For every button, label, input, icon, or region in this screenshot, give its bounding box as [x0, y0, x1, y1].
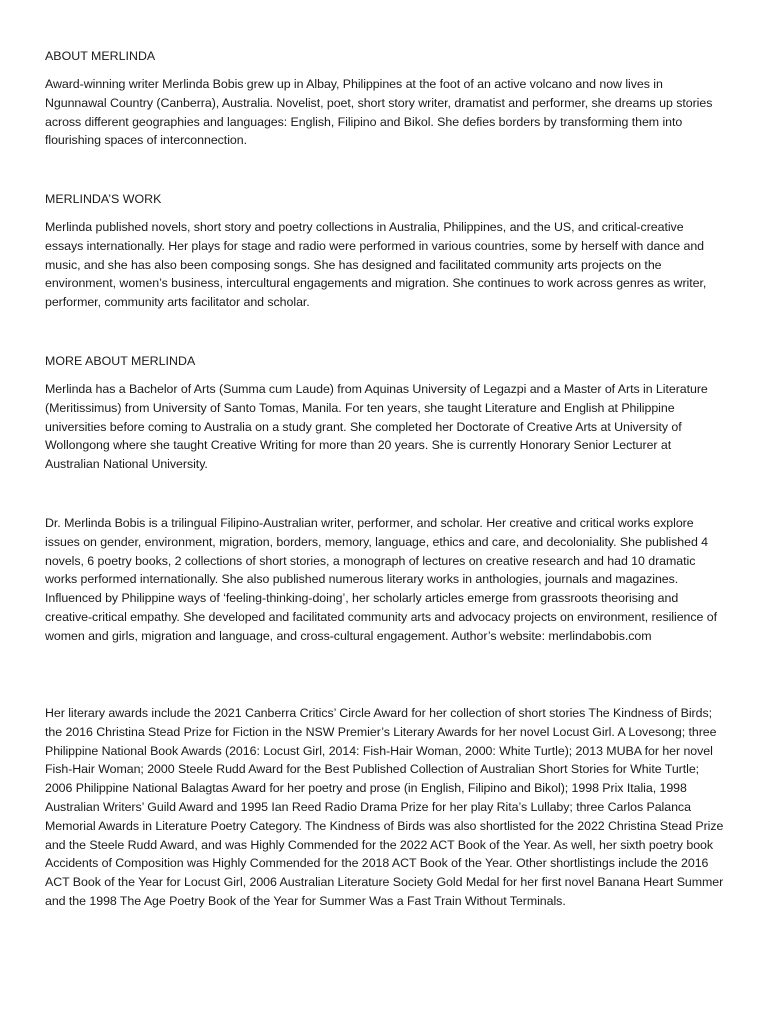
paragraph-work: Merlinda published novels, short story and poetry collections in Australia, Philippines, and the US, and critical-creative essays internationally. Her plays for stage and radio were performed in various countries, some by herself with dance and music, and she has also been composing songs. She has designed and facilitated community arts projects on the environment, women’s business, intercultural engagements and migration. She continues to work across genres as writer, performer, community arts facilitator and scholar.: [45, 220, 707, 310]
paragraph-bio: Dr. Merlinda Bobis is a trilingual Filipino-Australian writer, performer, and scholar. Her creative and critical works explore issues on gender, environment, migration, borders, memory, language, ethics and care, and decoloniality. She published 4 novels, 6 poetry books, 2 collections of short stories, a monograph of lectures on creative research and had 10 dramatic works performed internationally. She also published numerous literary works in anthologies, journals and magazines. Influenced by Philippine ways of ‘feeling-thinking-doing’, her scholarly articles emerge from grassroots theorising and creative-critical empathy. She developed and facilitated community arts and advocacy projects on environment, resilience of women and girls, migration and language, and cross-cultural engagement. Author’s website: merlindabobis.com: [45, 516, 718, 643]
section-heading-about: ABOUT MERLINDA: [45, 49, 156, 63]
section-heading-more: MORE ABOUT MERLINDA: [45, 354, 196, 368]
section-heading-work: MERLINDA’S WORK: [45, 192, 162, 206]
paragraph-more: Merlinda has a Bachelor of Arts (Summa cum Laude) from Aquinas University of Legazpi and a Master of Arts in Literature (Meritissimus) from University of Santo Tomas, Manila. For ten years, she taught Literature and English at Philippine universities before coming to Australia on a study grant. She completed her Doctorate of Creative Arts at University of Wollongong where she taught Creative Writing for more than 20 years. She is currently Honorary Senior Lecturer at Australian National University.: [45, 382, 708, 472]
paragraph-about: Award-winning writer Merlinda Bobis grew up in Albay, Philippines at the foot of an active volcano and now lives in Ngunnawal Country (Canberra), Australia. Novelist, poet, short story writer, dramatist and performer, she dreams up stories across different geographies and languages: English, Filipino and Bikol. She defies borders by transforming them into flourishing spaces of interconnection.: [45, 77, 713, 148]
paragraph-awards: Her literary awards include the 2021 Canberra Critics’ Circle Award for her collection of short stories The Kindness of Birds; the 2016 Christina Stead Prize for Fiction in the NSW Premier’s Literary Awards for her novel Locust Girl. A Lovesong; three Philippine National Book Awards (2016: Locust Girl, 2014: Fish-Hair Woman, 2000: White Turtle); 2013 MUBA for her novel Fish-Hair Woman; 2000 Steele Rudd Award for the Best Published Collection of Australian Short Stories for White Turtle; 2006 Philippine National Balagtas Award for her poetry and prose (in English, Filipino and Bikol); 1998 Prix Italia, 1998 Australian Writers’ Guild Award and 1995 Ian Reed Radio Drama Prize for her play Rita’s Lullaby; three Carlos Palanca Memorial Awards in Literature Poetry Category. The Kindness of Birds was also shortlisted for the 2022 Christina Stead Prize and the Steele Rudd Award, and was Highly Commended for the 2022 ACT Book of the Year. As well, her sixth poetry book Accidents of Composition was Highly Commended for the 2018 ACT Book of the Year. Other shortlistings include the 2016 ACT Book of the Year for Locust Girl, 2006 Australian Literature Society Gold Medal for her first novel Banana Heart Summer and the 1998 The Age Poetry Book of the Year for Summer Was a Fast Train Without Terminals.: [45, 706, 724, 908]
